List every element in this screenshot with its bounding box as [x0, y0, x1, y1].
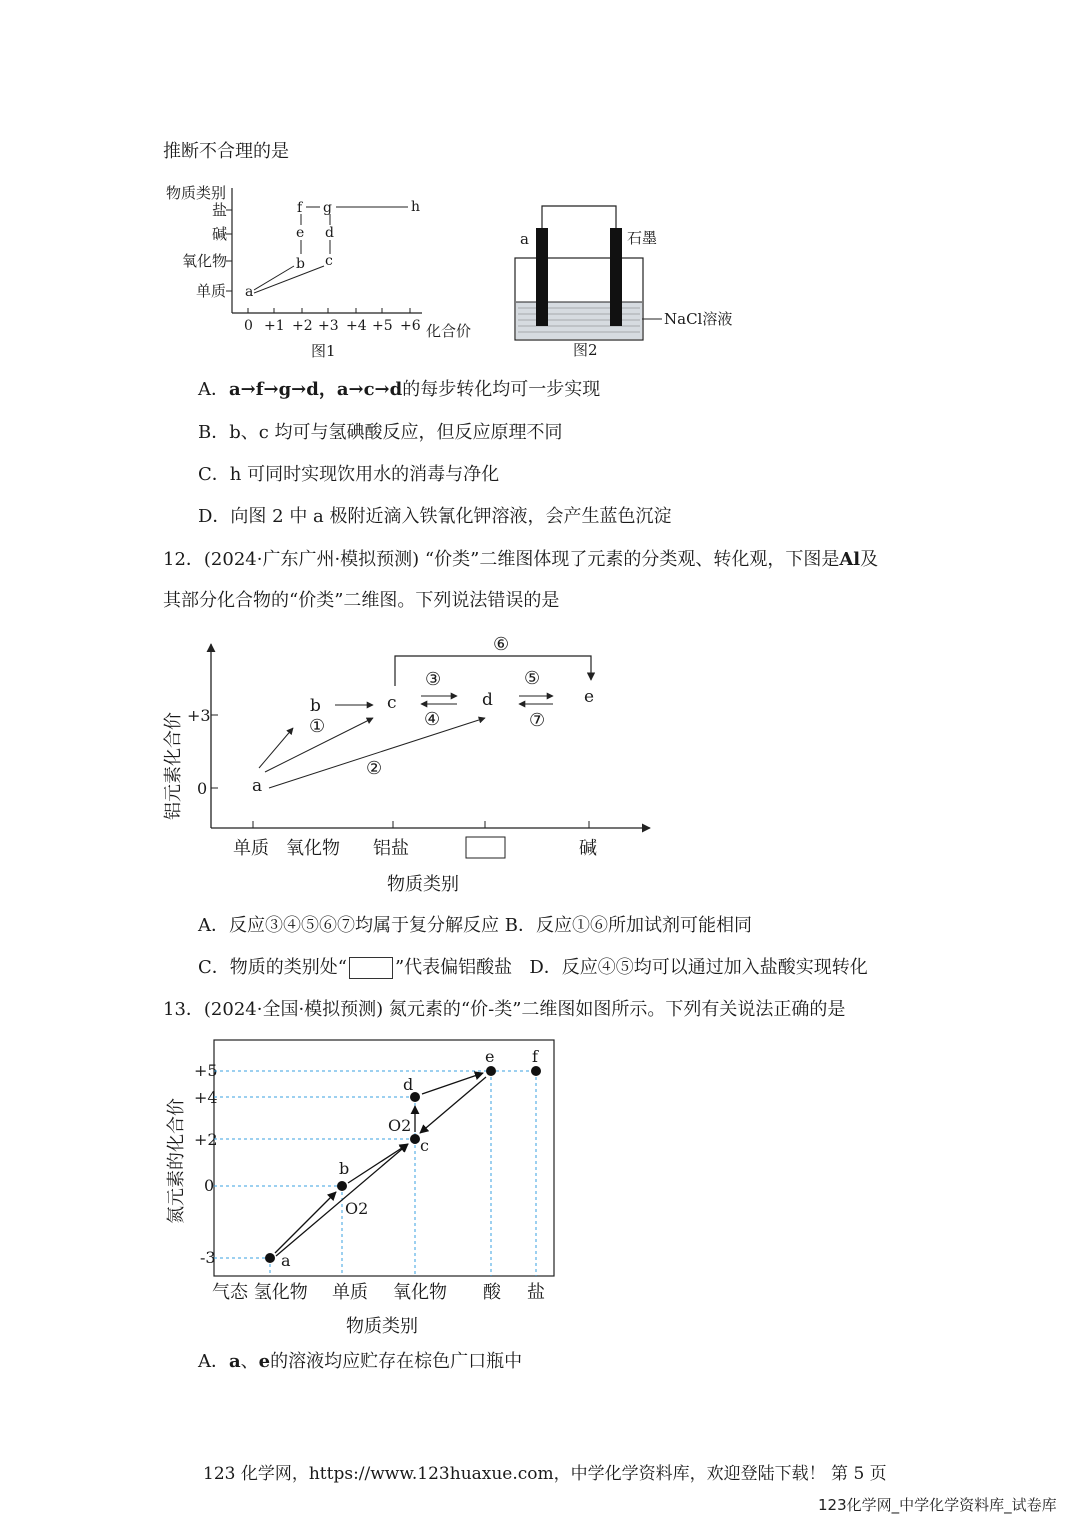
q12-ytick-0: 0 [197, 779, 208, 798]
q11-option-b: B．b、c 均可与氢碘酸反应，但反应原理不同 [198, 422, 563, 443]
q13-dot-b [337, 1181, 347, 1191]
q13-option-a [198, 1350, 522, 1374]
q12-stem-al: Al [839, 549, 861, 570]
q13-option-a-formula-a: a [229, 1351, 241, 1372]
q13-ytick: +2 [194, 1130, 218, 1149]
q11-option-d: D．向图 2 中 a 极附近滴入铁氰化钾溶液，会产生蓝色沉淀 [198, 506, 672, 527]
fig1-ycat-salt: 盐 [212, 201, 228, 219]
q13-dot-c [410, 1134, 420, 1144]
fig1-xtick: +3 [318, 318, 339, 334]
fig2-electrode-a: a [520, 230, 529, 248]
q13-xcat-acid: 酸 [483, 1282, 501, 1303]
q13-point-e: e [485, 1047, 495, 1066]
fig1-point-e: e [296, 225, 305, 241]
fig1-xtick: +5 [372, 318, 393, 334]
q12-reaction-1: ① [309, 716, 326, 737]
q12-point-b: b [310, 696, 321, 716]
fig1-point-b: b [296, 256, 305, 272]
q12-al-chart [155, 630, 675, 900]
q13-dot-a [265, 1253, 275, 1263]
q12-stem-line1 [163, 548, 878, 572]
q13-ytick: +4 [194, 1088, 218, 1107]
fig1-xlabel: 化合价 [426, 322, 472, 340]
q13-xcat-oxide: 氧化物 [393, 1282, 447, 1303]
q13-nitrogen-chart [160, 1036, 580, 1346]
q12-stem-line2: 其部分化合物的“价类”二维图。下列说法错误的是 [163, 590, 560, 611]
q13-point-c: c [420, 1136, 429, 1155]
q13-point-f: f [532, 1047, 538, 1066]
q13-option-a-prefix: A． [198, 1351, 229, 1372]
q13-option-a-sep: 、 [240, 1351, 259, 1372]
fig1-point-c: c [325, 253, 333, 269]
fig1-ycat-element: 单质 [196, 282, 227, 300]
fig1-xtick: +2 [292, 318, 313, 334]
fig1-point-g: g [323, 200, 332, 216]
q12-xcat-element: 单质 [233, 838, 269, 859]
q12-reaction-4: ④ [424, 709, 441, 730]
q12-reaction-3: ③ [425, 669, 442, 690]
q13-point-d: d [403, 1075, 414, 1094]
question-lead-line: 推断不合理的是 [163, 141, 289, 162]
q13-point-b: b [339, 1159, 350, 1178]
fig1-xtick: 0 [244, 318, 253, 334]
q12-xcat-base: 碱 [579, 838, 597, 859]
fig1-xtick: +1 [264, 318, 285, 334]
q13-ylabel: 氮元素的化合价 [166, 1098, 187, 1224]
q13-xcat-element: 单质 [332, 1282, 368, 1303]
q12-option-c-pre: C．物质的类别处“ [198, 957, 347, 978]
fig1-point-h: h [411, 199, 421, 215]
q12-reaction-2: ② [366, 758, 383, 779]
q13-option-a-formula-e: e [258, 1351, 271, 1372]
q12-stem-post: 及 [860, 549, 879, 570]
q13-xcat-hydride: 气态 氢化物 [212, 1282, 308, 1303]
q13-dot-e [486, 1066, 496, 1076]
fig1-ylabel: 物质类别 [166, 184, 227, 202]
q12-point-d: d [482, 690, 493, 710]
q13-o2-label: O2 [345, 1199, 369, 1218]
page-footer: 123 化学网，https://www.123huaxue.com，中学化学资料库，欢迎登陆下载！ 第 5 页 [203, 1464, 887, 1484]
q13-ytick: +5 [194, 1061, 218, 1080]
site-watermark: 123化学网_中学化学资料库_试卷库 [818, 1496, 1057, 1514]
fig1-point-d: d [325, 225, 334, 241]
q12-blank-category-box [466, 837, 505, 858]
q12-option-c-post: ”代表偏铝酸盐 [394, 957, 513, 978]
fig1-xtick: +4 [346, 318, 367, 334]
q12-xcat-al-salt: 铝盐 [373, 838, 409, 859]
q13-xcat-salt: 盐 [527, 1282, 545, 1303]
q13-point-a: a [281, 1251, 291, 1270]
fig1-point-a: a [245, 284, 254, 300]
q12-reaction-7: ⑦ [529, 710, 546, 731]
fig2-graphite-label: 石墨 [627, 229, 658, 247]
fig1-ycat-oxide: 氧化物 [182, 252, 228, 270]
q12-option-d: D．反应④⑤均可以通过加入盐酸实现转化 [529, 957, 868, 978]
fig1-caption: 图1 [311, 342, 336, 360]
q11-option-a-suffix: 的每步转化均可一步实现 [402, 379, 601, 400]
q12-point-a: a [252, 776, 263, 796]
q13-ytick: -3 [200, 1248, 216, 1267]
q12-reaction-5: ⑤ [524, 668, 541, 689]
q12-ytick-3: +3 [187, 706, 211, 725]
fig2-caption: 图2 [573, 341, 598, 359]
q12-options-line1 [198, 914, 752, 938]
q12-ylabel: 铝元素化合价 [163, 712, 184, 820]
q11-option-c: C．h 可同时实现饮用水的消毒与净化 [198, 464, 500, 485]
fig1-ycat-base: 碱 [212, 225, 228, 243]
fig1-xtick: +6 [400, 318, 421, 334]
q12-reaction-6: ⑥ [493, 634, 510, 655]
q13-dot-f [531, 1066, 541, 1076]
q12-point-c: c [387, 693, 397, 713]
q13-ytick: 0 [204, 1176, 215, 1195]
figure-1-and-2 [160, 178, 760, 378]
q12-option-a: A．反应③④⑤⑥⑦均属于复分解反应 [198, 915, 499, 936]
q11-option-a-formula: a→f→g→d，a→c→d [229, 379, 403, 400]
q12-option-c-blank-box [349, 957, 393, 979]
q12-option-b: B．反应①⑥所加试剂可能相同 [504, 915, 752, 936]
q12-xlabel: 物质类别 [387, 874, 459, 895]
q13-xlabel: 物质类别 [346, 1316, 418, 1337]
fig2-solution-label: NaCl溶液 [664, 310, 733, 328]
q12-options-line2 [198, 956, 868, 980]
q13-o2-label: O2 [388, 1116, 412, 1135]
q12-xcat-oxide: 氧化物 [286, 838, 340, 859]
q12-stem-pre: 12．(2024·广东广州·模拟预测) “价类”二维图体现了元素的分类观、转化观，下图是 [163, 549, 840, 570]
q13-stem: 13．(2024·全国·模拟预测) 氮元素的“价-类”二维图如图所示。下列有关说法正确的是 [163, 999, 846, 1020]
q13-option-a-text: 的溶液均应贮存在棕色广口瓶中 [270, 1351, 523, 1372]
q12-point-e: e [584, 687, 595, 707]
q11-option-a-prefix: A． [198, 379, 229, 400]
fig1-point-f: f [297, 200, 303, 216]
q11-option-a [198, 378, 600, 402]
